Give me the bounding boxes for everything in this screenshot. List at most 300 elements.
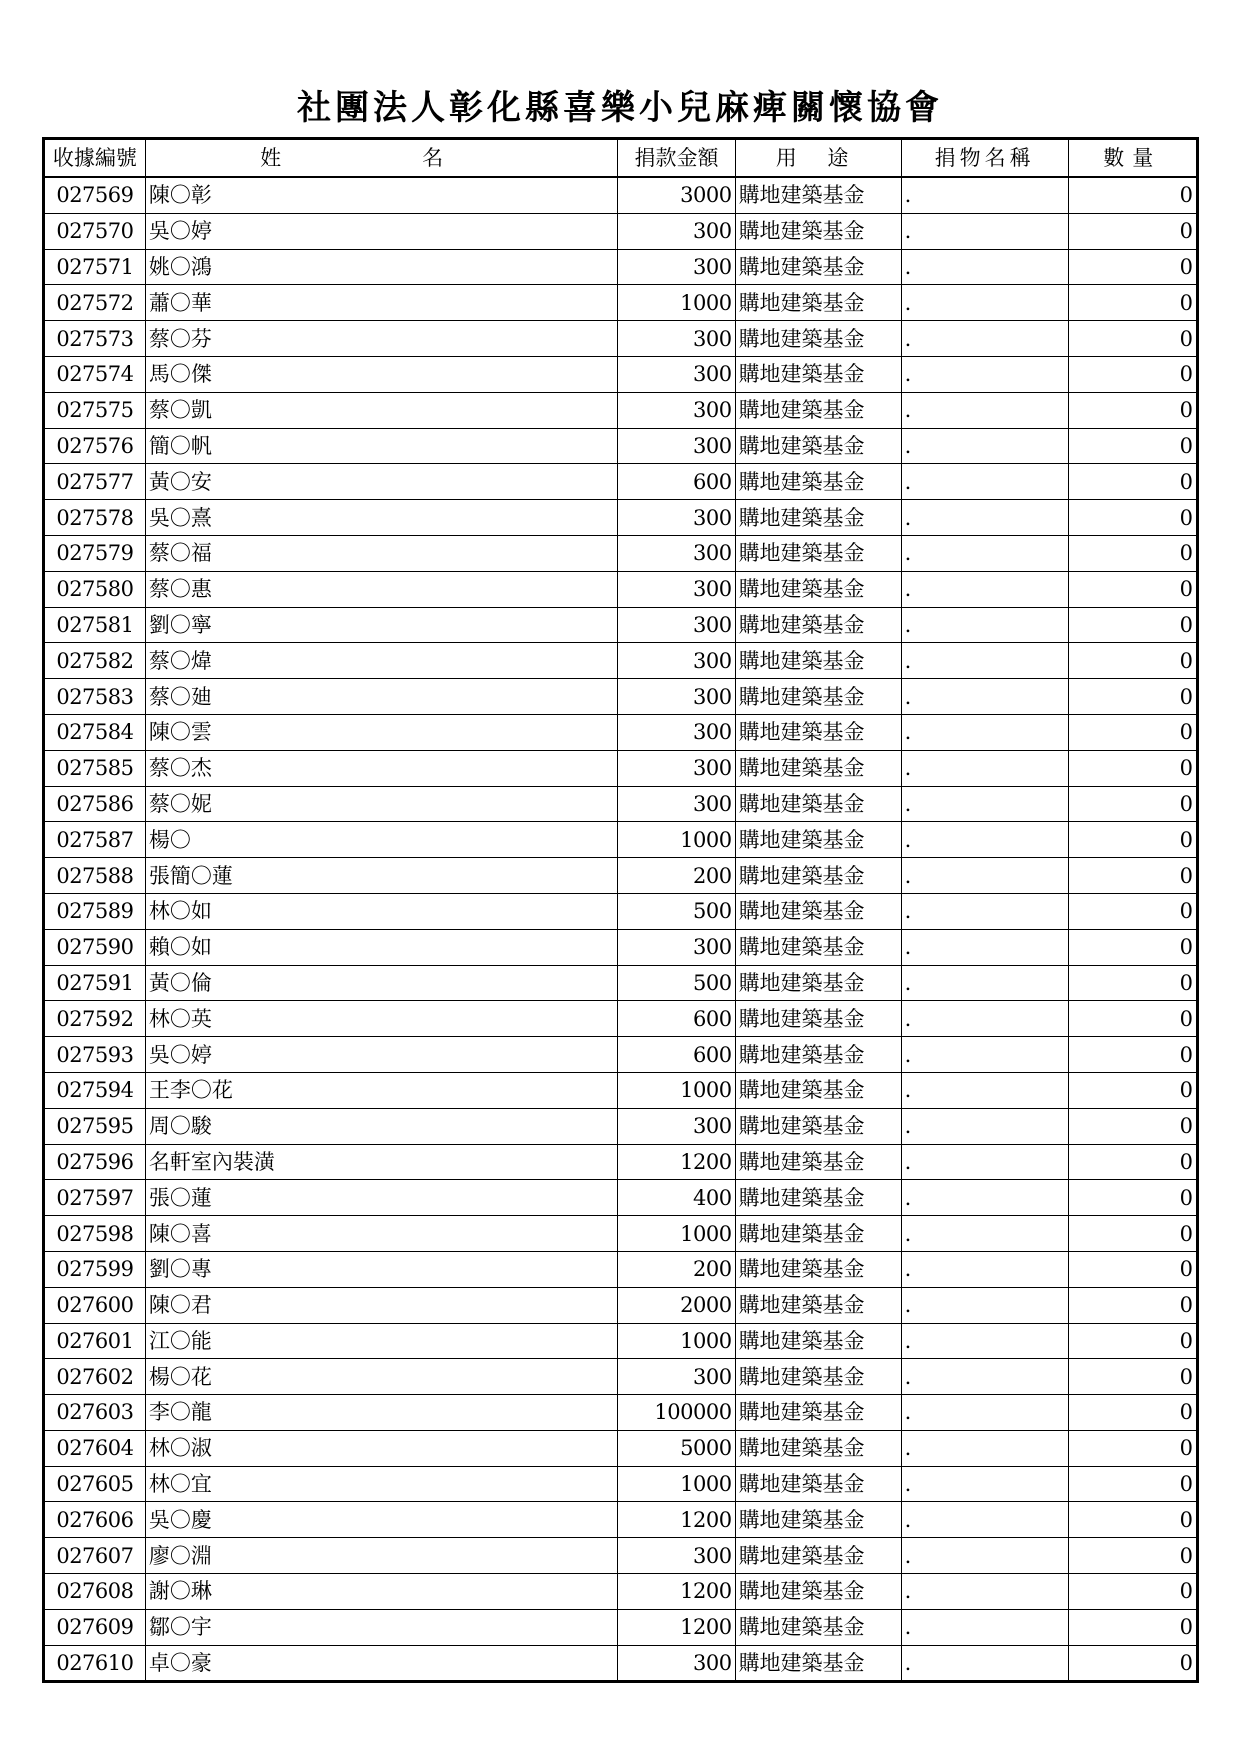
- amount-cell: 300: [618, 249, 735, 285]
- header-name: 姓 名: [145, 139, 618, 178]
- item-name-cell: .: [901, 607, 1068, 643]
- donor-name-cell: 馬〇傑: [145, 356, 618, 392]
- table-row: [44, 1502, 1198, 1538]
- quantity-cell: 0: [1068, 464, 1197, 500]
- purpose-cell: 購地建築基金: [735, 643, 901, 679]
- quantity-cell: 0: [1068, 1502, 1197, 1538]
- item-name-cell: .: [901, 1538, 1068, 1574]
- donor-name-cell: 陳〇君: [145, 1287, 618, 1323]
- receipt-no-cell: 027598: [44, 1216, 146, 1252]
- amount-cell: 1000: [618, 1072, 735, 1108]
- receipt-no-cell: 027596: [44, 1144, 146, 1180]
- quantity-cell: 0: [1068, 535, 1197, 571]
- receipt-no-cell: 027592: [44, 1001, 146, 1037]
- quantity-cell: 0: [1068, 1251, 1197, 1287]
- amount-cell: 1200: [618, 1609, 735, 1645]
- purpose-cell: 購地建築基金: [735, 213, 901, 249]
- quantity-cell: 0: [1068, 1359, 1197, 1395]
- item-name-cell: .: [901, 1037, 1068, 1073]
- purpose-cell: 購地建築基金: [735, 356, 901, 392]
- table-row: [44, 1180, 1198, 1216]
- amount-cell: 600: [618, 1001, 735, 1037]
- quantity-cell: 0: [1068, 1574, 1197, 1610]
- donor-name-cell: 林〇宜: [145, 1466, 618, 1502]
- donor-name-cell: 劉〇寧: [145, 607, 618, 643]
- amount-cell: 600: [618, 464, 735, 500]
- amount-cell: 300: [618, 786, 735, 822]
- receipt-no-cell: 027577: [44, 464, 146, 500]
- purpose-cell: 購地建築基金: [735, 1359, 901, 1395]
- donor-name-cell: 林〇英: [145, 1001, 618, 1037]
- quantity-cell: 0: [1068, 893, 1197, 929]
- quantity-cell: 0: [1068, 750, 1197, 786]
- receipt-no-cell: 027587: [44, 822, 146, 858]
- item-name-cell: .: [901, 571, 1068, 607]
- table-row: [44, 356, 1198, 392]
- purpose-cell: 購地建築基金: [735, 1466, 901, 1502]
- table-row: [44, 1466, 1198, 1502]
- table-row: [44, 1108, 1198, 1144]
- purpose-cell: 購地建築基金: [735, 786, 901, 822]
- quantity-cell: 0: [1068, 822, 1197, 858]
- table-row: [44, 535, 1198, 571]
- donor-name-cell: 簡〇帆: [145, 428, 618, 464]
- purpose-cell: 購地建築基金: [735, 1502, 901, 1538]
- purpose-cell: 購地建築基金: [735, 1216, 901, 1252]
- purpose-cell: 購地建築基金: [735, 571, 901, 607]
- quantity-cell: 0: [1068, 1466, 1197, 1502]
- donor-name-cell: 蔡〇妮: [145, 786, 618, 822]
- header-item-name: 捐物名稱: [901, 139, 1068, 178]
- item-name-cell: .: [901, 965, 1068, 1001]
- amount-cell: 600: [618, 1037, 735, 1073]
- quantity-cell: 0: [1068, 786, 1197, 822]
- table-body: [44, 177, 1198, 1682]
- donation-table: [42, 137, 1199, 1683]
- amount-cell: 300: [618, 356, 735, 392]
- receipt-no-cell: 027574: [44, 356, 146, 392]
- amount-cell: 300: [618, 929, 735, 965]
- amount-cell: 1000: [618, 1323, 735, 1359]
- quantity-cell: 0: [1068, 1323, 1197, 1359]
- donor-name-cell: 蔡〇廸: [145, 679, 618, 715]
- table-row: [44, 1538, 1198, 1574]
- receipt-no-cell: 027571: [44, 249, 146, 285]
- receipt-no-cell: 027601: [44, 1323, 146, 1359]
- purpose-cell: 購地建築基金: [735, 500, 901, 536]
- purpose-cell: 購地建築基金: [735, 750, 901, 786]
- receipt-no-cell: 027588: [44, 858, 146, 894]
- table-row: [44, 1037, 1198, 1073]
- table-row: [44, 1609, 1198, 1645]
- table-row: [44, 1251, 1198, 1287]
- donor-name-cell: 吳〇婷: [145, 1037, 618, 1073]
- amount-cell: 300: [618, 1645, 735, 1682]
- amount-cell: 1000: [618, 1466, 735, 1502]
- receipt-no-cell: 027603: [44, 1395, 146, 1431]
- quantity-cell: 0: [1068, 679, 1197, 715]
- receipt-no-cell: 027595: [44, 1108, 146, 1144]
- purpose-cell: 購地建築基金: [735, 1538, 901, 1574]
- purpose-cell: 購地建築基金: [735, 1430, 901, 1466]
- amount-cell: 200: [618, 1251, 735, 1287]
- item-name-cell: .: [901, 213, 1068, 249]
- donor-name-cell: 蔡〇芬: [145, 321, 618, 357]
- receipt-no-cell: 027569: [44, 177, 146, 213]
- donor-name-cell: 張〇蓮: [145, 1180, 618, 1216]
- quantity-cell: 0: [1068, 392, 1197, 428]
- amount-cell: 300: [618, 1108, 735, 1144]
- table-row: [44, 679, 1198, 715]
- donor-name-cell: 楊〇花: [145, 1359, 618, 1395]
- purpose-cell: 購地建築基金: [735, 965, 901, 1001]
- item-name-cell: .: [901, 392, 1068, 428]
- table-row: [44, 1395, 1198, 1431]
- table-row: [44, 1323, 1198, 1359]
- receipt-no-cell: 027608: [44, 1574, 146, 1610]
- quantity-cell: 0: [1068, 1287, 1197, 1323]
- item-name-cell: .: [901, 714, 1068, 750]
- donor-name-cell: 周〇駿: [145, 1108, 618, 1144]
- receipt-no-cell: 027572: [44, 285, 146, 321]
- receipt-no-cell: 027585: [44, 750, 146, 786]
- amount-cell: 100000: [618, 1395, 735, 1431]
- item-name-cell: .: [901, 1502, 1068, 1538]
- quantity-cell: 0: [1068, 500, 1197, 536]
- quantity-cell: 0: [1068, 1216, 1197, 1252]
- receipt-no-cell: 027576: [44, 428, 146, 464]
- quantity-cell: 0: [1068, 643, 1197, 679]
- item-name-cell: .: [901, 929, 1068, 965]
- amount-cell: 1200: [618, 1502, 735, 1538]
- amount-cell: 300: [618, 714, 735, 750]
- purpose-cell: 購地建築基金: [735, 177, 901, 213]
- amount-cell: 300: [618, 392, 735, 428]
- amount-cell: 300: [618, 1359, 735, 1395]
- purpose-cell: 購地建築基金: [735, 1001, 901, 1037]
- receipt-no-cell: 027573: [44, 321, 146, 357]
- quantity-cell: 0: [1068, 714, 1197, 750]
- table-row: [44, 1574, 1198, 1610]
- purpose-cell: 購地建築基金: [735, 464, 901, 500]
- item-name-cell: .: [901, 643, 1068, 679]
- quantity-cell: 0: [1068, 321, 1197, 357]
- amount-cell: 300: [618, 213, 735, 249]
- purpose-cell: 購地建築基金: [735, 1609, 901, 1645]
- table-row: [44, 822, 1198, 858]
- purpose-cell: 購地建築基金: [735, 858, 901, 894]
- quantity-cell: 0: [1068, 1001, 1197, 1037]
- receipt-no-cell: 027606: [44, 1502, 146, 1538]
- purpose-cell: 購地建築基金: [735, 1287, 901, 1323]
- header-purpose: 用 途: [735, 139, 901, 178]
- receipt-no-cell: 027582: [44, 643, 146, 679]
- item-name-cell: .: [901, 535, 1068, 571]
- donor-name-cell: 陳〇喜: [145, 1216, 618, 1252]
- amount-cell: 1000: [618, 822, 735, 858]
- receipt-no-cell: 027594: [44, 1072, 146, 1108]
- table-row: [44, 607, 1198, 643]
- donor-name-cell: 姚〇鴻: [145, 249, 618, 285]
- purpose-cell: 購地建築基金: [735, 1144, 901, 1180]
- donor-name-cell: 蕭〇華: [145, 285, 618, 321]
- table-row: [44, 1072, 1198, 1108]
- table-row: [44, 750, 1198, 786]
- receipt-no-cell: 027600: [44, 1287, 146, 1323]
- quantity-cell: 0: [1068, 858, 1197, 894]
- receipt-no-cell: 027590: [44, 929, 146, 965]
- receipt-no-cell: 027581: [44, 607, 146, 643]
- table-row: [44, 714, 1198, 750]
- receipt-no-cell: 027586: [44, 786, 146, 822]
- header-receipt-no: 收據編號: [44, 139, 146, 178]
- table-row: [44, 965, 1198, 1001]
- purpose-cell: 購地建築基金: [735, 392, 901, 428]
- header-amount: 捐款金額: [618, 139, 735, 178]
- quantity-cell: 0: [1068, 428, 1197, 464]
- item-name-cell: .: [901, 177, 1068, 213]
- amount-cell: 3000: [618, 177, 735, 213]
- amount-cell: 300: [618, 321, 735, 357]
- quantity-cell: 0: [1068, 1609, 1197, 1645]
- table-row: [44, 428, 1198, 464]
- donor-name-cell: 王李〇花: [145, 1072, 618, 1108]
- amount-cell: 500: [618, 893, 735, 929]
- quantity-cell: 0: [1068, 356, 1197, 392]
- purpose-cell: 購地建築基金: [735, 714, 901, 750]
- quantity-cell: 0: [1068, 1037, 1197, 1073]
- donor-name-cell: 吳〇熹: [145, 500, 618, 536]
- item-name-cell: .: [901, 1359, 1068, 1395]
- table-row: [44, 500, 1198, 536]
- donor-name-cell: 吳〇婷: [145, 213, 618, 249]
- item-name-cell: .: [901, 1180, 1068, 1216]
- amount-cell: 300: [618, 428, 735, 464]
- amount-cell: 300: [618, 1538, 735, 1574]
- page-title: 社團法人彰化縣喜樂小兒麻痺關懷協會: [297, 88, 943, 128]
- item-name-cell: .: [901, 1395, 1068, 1431]
- receipt-no-cell: 027591: [44, 965, 146, 1001]
- header-quantity: 數量: [1068, 139, 1197, 178]
- item-name-cell: .: [901, 1287, 1068, 1323]
- purpose-cell: 購地建築基金: [735, 1251, 901, 1287]
- table-row: [44, 177, 1198, 213]
- item-name-cell: .: [901, 786, 1068, 822]
- receipt-no-cell: 027610: [44, 1645, 146, 1682]
- donor-name-cell: 林〇如: [145, 893, 618, 929]
- donor-name-cell: 蔡〇杰: [145, 750, 618, 786]
- donor-name-cell: 蔡〇福: [145, 535, 618, 571]
- receipt-no-cell: 027597: [44, 1180, 146, 1216]
- purpose-cell: 購地建築基金: [735, 679, 901, 715]
- receipt-no-cell: 027602: [44, 1359, 146, 1395]
- quantity-cell: 0: [1068, 1144, 1197, 1180]
- table-row: [44, 1287, 1198, 1323]
- amount-cell: 5000: [618, 1430, 735, 1466]
- donor-name-cell: 江〇能: [145, 1323, 618, 1359]
- amount-cell: 500: [618, 965, 735, 1001]
- purpose-cell: 購地建築基金: [735, 607, 901, 643]
- donor-name-cell: 賴〇如: [145, 929, 618, 965]
- receipt-no-cell: 027593: [44, 1037, 146, 1073]
- item-name-cell: .: [901, 1574, 1068, 1610]
- quantity-cell: 0: [1068, 1395, 1197, 1431]
- donor-name-cell: 謝〇琳: [145, 1574, 618, 1610]
- donor-name-cell: 李〇龍: [145, 1395, 618, 1431]
- item-name-cell: .: [901, 428, 1068, 464]
- table-row: [44, 893, 1198, 929]
- receipt-no-cell: 027589: [44, 893, 146, 929]
- donor-name-cell: 蔡〇惠: [145, 571, 618, 607]
- donor-name-cell: 蔡〇煒: [145, 643, 618, 679]
- receipt-no-cell: 027583: [44, 679, 146, 715]
- amount-cell: 300: [618, 500, 735, 536]
- table-row: [44, 858, 1198, 894]
- donor-name-cell: 卓〇豪: [145, 1645, 618, 1682]
- item-name-cell: .: [901, 500, 1068, 536]
- item-name-cell: .: [901, 1144, 1068, 1180]
- receipt-no-cell: 027578: [44, 500, 146, 536]
- amount-cell: 300: [618, 750, 735, 786]
- receipt-no-cell: 027607: [44, 1538, 146, 1574]
- receipt-no-cell: 027575: [44, 392, 146, 428]
- item-name-cell: .: [901, 893, 1068, 929]
- table-header-row: [44, 139, 1198, 178]
- quantity-cell: 0: [1068, 249, 1197, 285]
- quantity-cell: 0: [1068, 285, 1197, 321]
- donor-name-cell: 陳〇彰: [145, 177, 618, 213]
- quantity-cell: 0: [1068, 213, 1197, 249]
- table-row: [44, 285, 1198, 321]
- quantity-cell: 0: [1068, 1180, 1197, 1216]
- purpose-cell: 購地建築基金: [735, 1108, 901, 1144]
- item-name-cell: .: [901, 822, 1068, 858]
- purpose-cell: 購地建築基金: [735, 1180, 901, 1216]
- donor-name-cell: 廖〇淵: [145, 1538, 618, 1574]
- item-name-cell: .: [901, 249, 1068, 285]
- purpose-cell: 購地建築基金: [735, 428, 901, 464]
- quantity-cell: 0: [1068, 177, 1197, 213]
- table-row: [44, 213, 1198, 249]
- donor-name-cell: 蔡〇凱: [145, 392, 618, 428]
- donor-name-cell: 黃〇安: [145, 464, 618, 500]
- donor-name-cell: 張簡〇蓮: [145, 858, 618, 894]
- table-row: [44, 1645, 1198, 1682]
- quantity-cell: 0: [1068, 1072, 1197, 1108]
- item-name-cell: .: [901, 679, 1068, 715]
- receipt-no-cell: 027584: [44, 714, 146, 750]
- donor-name-cell: 名軒室內裝潢: [145, 1144, 618, 1180]
- table-row: [44, 571, 1198, 607]
- purpose-cell: 購地建築基金: [735, 321, 901, 357]
- item-name-cell: .: [901, 321, 1068, 357]
- amount-cell: 1000: [618, 1216, 735, 1252]
- donor-name-cell: 林〇淑: [145, 1430, 618, 1466]
- receipt-no-cell: 027579: [44, 535, 146, 571]
- receipt-no-cell: 027570: [44, 213, 146, 249]
- table-row: [44, 786, 1198, 822]
- item-name-cell: .: [901, 1251, 1068, 1287]
- item-name-cell: .: [901, 1108, 1068, 1144]
- donor-name-cell: 黃〇倫: [145, 965, 618, 1001]
- table-row: [44, 1001, 1198, 1037]
- amount-cell: 400: [618, 1180, 735, 1216]
- quantity-cell: 0: [1068, 965, 1197, 1001]
- table-row: [44, 1216, 1198, 1252]
- amount-cell: 300: [618, 535, 735, 571]
- receipt-no-cell: 027605: [44, 1466, 146, 1502]
- purpose-cell: 購地建築基金: [735, 1645, 901, 1682]
- receipt-no-cell: 027580: [44, 571, 146, 607]
- item-name-cell: .: [901, 1609, 1068, 1645]
- quantity-cell: 0: [1068, 1645, 1197, 1682]
- item-name-cell: .: [901, 1216, 1068, 1252]
- item-name-cell: .: [901, 1072, 1068, 1108]
- table-row: [44, 643, 1198, 679]
- table-row: [44, 464, 1198, 500]
- quantity-cell: 0: [1068, 1108, 1197, 1144]
- item-name-cell: .: [901, 356, 1068, 392]
- donor-name-cell: 鄒〇宇: [145, 1609, 618, 1645]
- purpose-cell: 購地建築基金: [735, 535, 901, 571]
- table-row: [44, 1359, 1198, 1395]
- purpose-cell: 購地建築基金: [735, 249, 901, 285]
- table-row: [44, 929, 1198, 965]
- amount-cell: 300: [618, 571, 735, 607]
- item-name-cell: .: [901, 1001, 1068, 1037]
- receipt-no-cell: 027609: [44, 1609, 146, 1645]
- receipt-no-cell: 027599: [44, 1251, 146, 1287]
- amount-cell: 300: [618, 607, 735, 643]
- donor-name-cell: 劉〇專: [145, 1251, 618, 1287]
- item-name-cell: .: [901, 1323, 1068, 1359]
- item-name-cell: .: [901, 1645, 1068, 1682]
- quantity-cell: 0: [1068, 607, 1197, 643]
- purpose-cell: 購地建築基金: [735, 822, 901, 858]
- quantity-cell: 0: [1068, 1430, 1197, 1466]
- item-name-cell: .: [901, 750, 1068, 786]
- amount-cell: 1200: [618, 1144, 735, 1180]
- table-row: [44, 392, 1198, 428]
- amount-cell: 1200: [618, 1574, 735, 1610]
- purpose-cell: 購地建築基金: [735, 1323, 901, 1359]
- purpose-cell: 購地建築基金: [735, 1395, 901, 1431]
- table-row: [44, 1430, 1198, 1466]
- quantity-cell: 0: [1068, 1538, 1197, 1574]
- amount-cell: 2000: [618, 1287, 735, 1323]
- amount-cell: 200: [618, 858, 735, 894]
- purpose-cell: 購地建築基金: [735, 285, 901, 321]
- table-row: [44, 1144, 1198, 1180]
- amount-cell: 1000: [618, 285, 735, 321]
- table-row: [44, 321, 1198, 357]
- purpose-cell: 購地建築基金: [735, 1574, 901, 1610]
- quantity-cell: 0: [1068, 571, 1197, 607]
- purpose-cell: 購地建築基金: [735, 1072, 901, 1108]
- quantity-cell: 0: [1068, 929, 1197, 965]
- purpose-cell: 購地建築基金: [735, 893, 901, 929]
- item-name-cell: .: [901, 1430, 1068, 1466]
- receipt-no-cell: 027604: [44, 1430, 146, 1466]
- donor-name-cell: 陳〇雲: [145, 714, 618, 750]
- donor-name-cell: 楊〇: [145, 822, 618, 858]
- item-name-cell: .: [901, 858, 1068, 894]
- purpose-cell: 購地建築基金: [735, 1037, 901, 1073]
- amount-cell: 300: [618, 643, 735, 679]
- amount-cell: 300: [618, 679, 735, 715]
- purpose-cell: 購地建築基金: [735, 929, 901, 965]
- item-name-cell: .: [901, 285, 1068, 321]
